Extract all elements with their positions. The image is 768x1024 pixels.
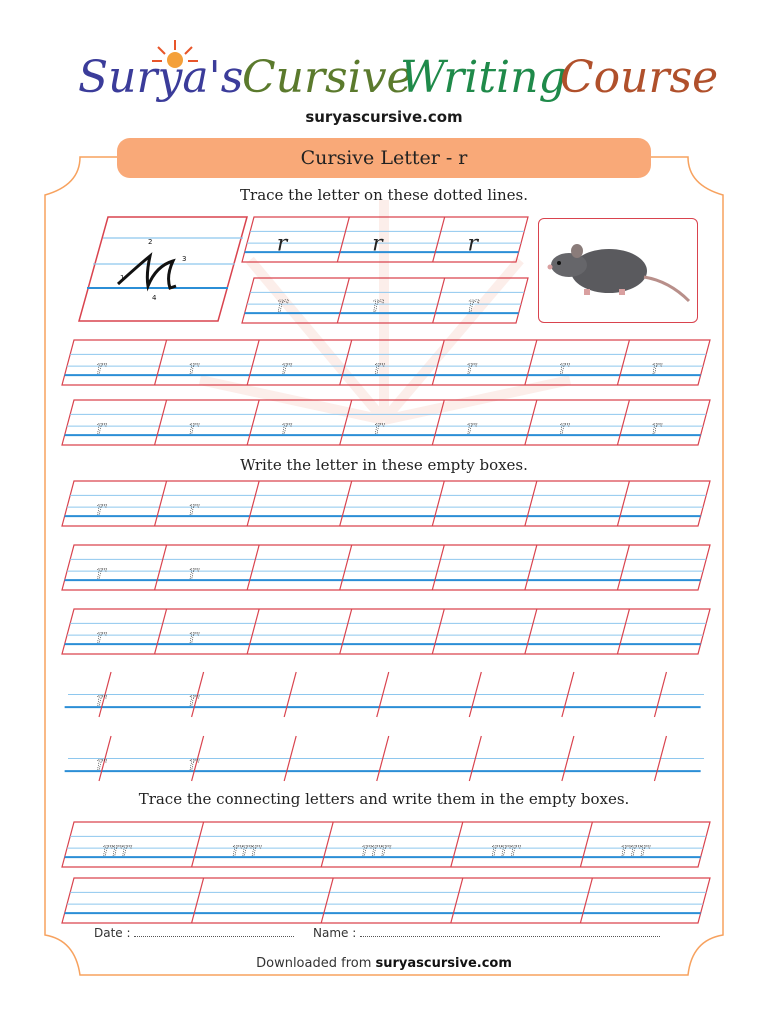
stroke-number: 1 xyxy=(120,274,125,282)
traced-letter: r xyxy=(96,354,106,379)
stroke-number: 2 xyxy=(148,238,153,246)
writing-cell[interactable] xyxy=(527,402,616,443)
writing-cell[interactable] xyxy=(342,342,431,383)
write-instruction: Write the letter in these empty boxes. xyxy=(240,456,528,474)
writing-cell[interactable] xyxy=(157,547,246,588)
writing-cell[interactable] xyxy=(157,738,246,779)
writing-cell[interactable] xyxy=(249,547,338,588)
writing-cell[interactable] xyxy=(527,674,616,715)
writing-cell[interactable] xyxy=(434,342,523,383)
writing-cell[interactable] xyxy=(342,611,431,652)
practice-row xyxy=(242,278,528,323)
svg-text:Writing: Writing xyxy=(400,52,567,103)
practice-row xyxy=(242,217,528,262)
traced-letter: rrr xyxy=(231,836,261,861)
writing-cell[interactable] xyxy=(527,342,616,383)
writing-cell[interactable] xyxy=(527,547,616,588)
practice-row xyxy=(62,400,710,445)
writing-cell[interactable] xyxy=(194,880,320,921)
writing-cell[interactable] xyxy=(342,402,431,443)
traced-letter: r xyxy=(558,414,569,439)
writing-cell[interactable] xyxy=(435,219,526,260)
writing-cell[interactable] xyxy=(64,547,153,588)
writing-cell[interactable] xyxy=(619,483,708,524)
writing-cell[interactable] xyxy=(323,880,449,921)
writing-cell[interactable] xyxy=(249,402,338,443)
writing-cell[interactable] xyxy=(619,611,708,652)
traced-letter: r xyxy=(558,354,569,379)
traced-letter: r xyxy=(651,414,662,439)
traced-letter: r xyxy=(188,559,199,584)
writing-cell[interactable] xyxy=(434,611,523,652)
traced-letter: r xyxy=(276,292,288,318)
practice-row xyxy=(62,878,710,923)
writing-cell[interactable] xyxy=(342,547,431,588)
svg-text:Course: Course xyxy=(560,52,719,103)
writing-cell[interactable] xyxy=(244,280,335,321)
stroke-number: 3 xyxy=(182,255,187,263)
writing-cell[interactable] xyxy=(64,738,153,779)
writing-cell[interactable] xyxy=(157,674,246,715)
writing-cell[interactable] xyxy=(619,738,708,779)
writing-cell[interactable] xyxy=(434,738,523,779)
traced-letter: r xyxy=(281,354,291,379)
traced-letter: r xyxy=(372,292,383,318)
download-credit xyxy=(0,956,768,971)
writing-cell[interactable] xyxy=(619,402,708,443)
writing-cell[interactable] xyxy=(249,611,338,652)
date-field[interactable] xyxy=(94,926,294,940)
traced-letter: rrr xyxy=(361,836,390,861)
name-field[interactable] xyxy=(313,926,660,940)
writing-cell[interactable] xyxy=(249,342,338,383)
traced-letter: r xyxy=(96,686,106,711)
writing-cell[interactable] xyxy=(64,342,153,383)
writing-cell[interactable] xyxy=(64,483,153,524)
traced-letter: r xyxy=(96,750,106,775)
rat-picture xyxy=(538,218,698,323)
traced-letter: rrr xyxy=(490,836,520,861)
writing-cell[interactable] xyxy=(339,280,430,321)
writing-cell[interactable] xyxy=(527,483,616,524)
traced-letter: r xyxy=(466,414,476,439)
writing-cell[interactable] xyxy=(244,219,335,260)
practice-row xyxy=(62,609,710,654)
traced-letter: rrr xyxy=(620,836,650,861)
writing-cell[interactable] xyxy=(619,342,708,383)
svg-text:Surya's: Surya's xyxy=(78,52,244,103)
traced-letter: r xyxy=(276,231,288,257)
writing-cell[interactable] xyxy=(249,738,338,779)
writing-cell[interactable] xyxy=(582,880,708,921)
writing-cell[interactable] xyxy=(249,674,338,715)
writing-cell[interactable] xyxy=(527,611,616,652)
writing-cell[interactable] xyxy=(619,547,708,588)
traced-letter: r xyxy=(188,686,199,711)
writing-cell[interactable] xyxy=(157,483,246,524)
download-prefix: Downloaded from xyxy=(256,956,372,971)
traced-letter: r xyxy=(651,354,662,379)
connect-instruction: Trace the connecting letters and write them in the empty boxes. xyxy=(138,790,630,808)
practice-row xyxy=(62,822,710,867)
traced-letter: r xyxy=(466,354,476,379)
name-label: Name : xyxy=(313,926,357,940)
name-line[interactable] xyxy=(360,926,660,937)
practice-row xyxy=(64,736,708,781)
practice-row xyxy=(62,545,710,590)
practice-row xyxy=(62,481,710,526)
practice-row xyxy=(62,340,710,385)
writing-cell[interactable] xyxy=(434,547,523,588)
brand-url: suryascursive.com xyxy=(305,108,463,126)
writing-cell[interactable] xyxy=(527,738,616,779)
writing-cell[interactable] xyxy=(157,342,246,383)
traced-letter: r xyxy=(281,414,291,439)
stroke-number: 4 xyxy=(152,294,157,302)
writing-cell[interactable] xyxy=(157,402,246,443)
writing-cell[interactable] xyxy=(342,738,431,779)
trace-instruction: Trace the letter on these dotted lines. xyxy=(240,186,528,204)
traced-letter: r xyxy=(188,354,199,379)
writing-cell[interactable] xyxy=(342,483,431,524)
writing-cell[interactable] xyxy=(434,402,523,443)
writing-cell[interactable] xyxy=(434,674,523,715)
traced-letter: r xyxy=(467,231,478,257)
writing-cell[interactable] xyxy=(64,880,190,921)
writing-cell[interactable] xyxy=(249,483,338,524)
writing-cell[interactable] xyxy=(435,280,526,321)
writing-cell[interactable] xyxy=(64,611,153,652)
writing-cell[interactable] xyxy=(64,402,153,443)
download-link[interactable]: suryascursive.com xyxy=(375,956,512,971)
traced-letter: r xyxy=(188,623,199,648)
rat-icon xyxy=(539,219,697,322)
date-label: Date : xyxy=(94,926,131,940)
writing-cell[interactable] xyxy=(434,483,523,524)
traced-letter: r xyxy=(372,231,383,257)
writing-cell[interactable] xyxy=(619,674,708,715)
writing-cell[interactable] xyxy=(339,219,430,260)
writing-cell[interactable] xyxy=(64,674,153,715)
traced-letter: r xyxy=(188,495,199,520)
writing-cell[interactable] xyxy=(342,674,431,715)
practice-row xyxy=(64,672,708,717)
date-line[interactable] xyxy=(134,926,294,937)
writing-cell[interactable] xyxy=(453,880,579,921)
traced-letter: r xyxy=(373,354,384,379)
traced-letter: r xyxy=(373,414,384,439)
model-letter-box xyxy=(78,216,248,322)
traced-letter: r xyxy=(188,750,199,775)
traced-letter: r xyxy=(96,414,106,439)
svg-text:Cursive: Cursive xyxy=(242,52,413,103)
traced-letter: r xyxy=(96,623,106,648)
traced-letter: r xyxy=(467,292,478,318)
writing-cell[interactable] xyxy=(157,611,246,652)
traced-letter: r xyxy=(96,559,106,584)
traced-letter: r xyxy=(188,414,199,439)
traced-letter: r xyxy=(96,495,106,520)
page-title: Cursive Letter - r xyxy=(117,138,651,178)
traced-letter: rrr xyxy=(102,836,131,861)
